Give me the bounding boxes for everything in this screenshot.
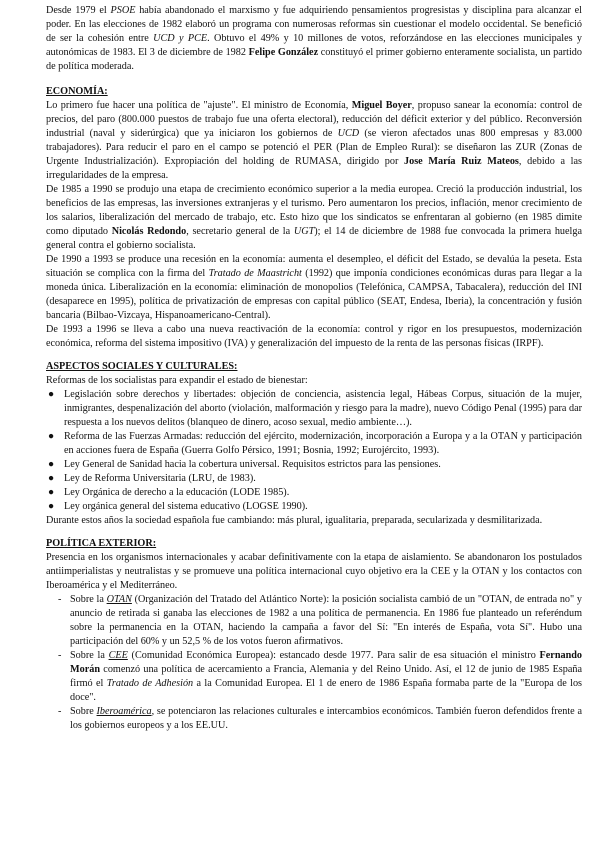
social-closing: Durante estos años la sociedad española fue cambiando: más plural, igualitaria, preparada, secularizada y desmilitarizada. [46,515,543,526]
economia-paragraph-3: De 1990 a 1993 se produce una recesión en la economía: aumenta el desempleo, el déficit del Estado, se devalúa la peseta. Esta situación se complica con la firma del Tratado de Maastricht (1992) que imponía condiciones económicas duras para llegar a la moneda única. Liberalización en la economía: eliminación de monopolios (Telefónica, CAMPSA, Tabacalera), reducción del INI (desaparece en 1995), política de privatización de empresas con capital público (SEAT, Endesa, Iberia), la concentración y fusión bancaria (Bilbao-Vizcaya, Hispanoamericano-Central). [46,254,582,321]
list-item: ● Ley orgánica general del sistema educativo (LOGSE 1990). [48,501,308,512]
bullet-icon: ● [48,501,55,512]
economia-paragraph-1: Lo primero fue hacer una política de "ajuste". El ministro de Economía, Miguel Boyer, propuso sanear la economía: control de precios, del paro (800.000 puestos de trabajo fue una oferta electoral), reducción del déficit exterior y del público. Reconversión industrial (naval y siderúrgica) que ya iniciaron los gobiernos de UCD (se vieron afectados unas 800 empresas y 83.000 trabajadores). Para reducir el paro en el campo se potenció el PER (Plan de Empleo Rural): se diseñaron las ZUR (Zonas de Urgente Industrialización). Expropiación del holding de RUMASA, dirigido por Jose María Ruiz Mateos, debido a las irregularidades de la empresa. [46,100,582,181]
list-item: - Sobre Iberoamérica, se potenciaron las relaciones culturales e intercambios económicos. También fueron defendidos frente a los gobiernos europeos y a los EE.UU. [58,706,582,731]
dash-icon: - [58,650,62,661]
bullet-icon: ● [48,389,55,400]
social-intro: Reformas de los socialistas para expandir el estado de bienestar: [46,375,308,386]
exterior-heading: POLÍTICA EXTERIOR: [46,538,157,549]
list-item: ● Ley Orgánica de derecho a la educación (LODE 1985). [48,487,290,498]
bullet-icon: ● [48,473,55,484]
economia-paragraph-4: De 1993 a 1996 se lleva a cabo una nueva reactivación de la economía: control y rigor en los presupuestos, modernización económica, reforma del sistema impositivo (IVA) y generalización del impuesto de la renta de las personas físicas (IRPF). [46,324,582,349]
bullet-icon: ● [48,459,55,470]
list-item: ● Ley General de Sanidad hacia la cobertura universal. Requisitos estrictos para las pensiones. [48,459,441,470]
bullet-icon: ● [48,431,55,442]
list-item: ● Ley de Reforma Universitaria (LRU, de 1983). [48,473,256,484]
exterior-list [46,593,582,733]
bullet-icon: ● [48,487,55,498]
social-heading: ASPECTOS SOCIALES Y CULTURALES: [46,361,238,372]
list-item: ● Legislación sobre derechos y libertades: objeción de conciencia, asistencia legal, Hábeas Corpus, situación de la mujer, inmigrantes, despenalización del aborto (violación, malformación y riesgo para la madre), nuevo Código Penal (1995) para dar respuesta a los nuevos delitos (blanqueo de dinero, acoso sexual, medio ambiente…). [48,389,582,428]
exterior-intro: Presencia en los organismos internacionales y acabar definitivamente con la etapa de aislamiento. Se abandonaron los postulados antiimperialistas y neutralistas y se promueve una política internacional cuyo objetivo era la CEE y la OTAN y los contactos con Iberoamérica y el Mediterráneo. [46,552,582,591]
economia-paragraph-2: De 1985 a 1990 se produjo una etapa de crecimiento económico superior a la media europea. Creció la producción industrial, los beneficios de las empresas, las inversiones extranjeras y el turismo. Pero aumentaron los precios, inflación, menor crecimiento de los salarios, liberalización del mercado de trabajo, etc. Esto hizo que los sindicatos se enfrentaran al gobierno (en 1985 dimite como diputado Nicolás Redondo, secretario general de la UGT); el 14 de diciembre de 1988 fue convocada la primera huelga general contra el gobierno socialista. [46,184,582,251]
intro-paragraph: Desde 1979 el PSOE había abandonado el marxismo y fue adquiriendo pensamientos progresistas y disciplina para alcanzar el poder. En las elecciones de 1982 elaboró un programa con numerosas reformas sin cuestionar el modelo occidental. Se benefició de ser la cohesión entre UCD y PCE. Obtuvo el 49% y 10 millones de votos, reforzándose en las elecciones municipales y autonómicas de 1983. El 3 de diciembre de 1982 Felipe González constituyó el primer gobierno enteramente socialista, un partido de política moderada. [46,5,583,72]
list-item: - Sobre la CEE (Comunidad Económica Europea): estancado desde 1977. Para salir de esa situación el ministro Fernando Morán comenzó una política de acercamiento a Francia, Alemania y del Reino Unido. Así, el 12 de junio de 1985 España firmó el Tratado de Adhesión a la Comunidad Europea. El 1 de enero de 1986 España formaba parte de la "Europa de los doce". [58,650,582,703]
dash-icon: - [58,706,62,717]
list-item: - Sobre la OTAN (Organización del Tratado del Atlántico Norte): la posición socialista cambió de un "OTAN, de entrada no" y anuncio de retirada si ganaba las elecciones de 1982 a una política de permanencia. En 1986 fue planteado un referéndum sobre la permanencia en la OTAN, haciendo la campaña a favor del Sí: "En interés de España, vota Sí". Hubo una participación del 60% y un 52,5 % de los votos fueron afirmativos. [58,594,582,647]
social-reform-list [46,388,582,514]
dash-icon: - [58,594,62,605]
list-item: ● Reforma de las Fuerzas Armadas: reducción del ejército, modernización, incorporación a Europa y a la OTAN y participación en acciones fuera de España (Guerra Golfo Pérsico, 1991; Bosnia, 1992; Eurojército, 1993). [48,431,582,456]
economia-heading: ECONOMÍA: [46,86,108,97]
